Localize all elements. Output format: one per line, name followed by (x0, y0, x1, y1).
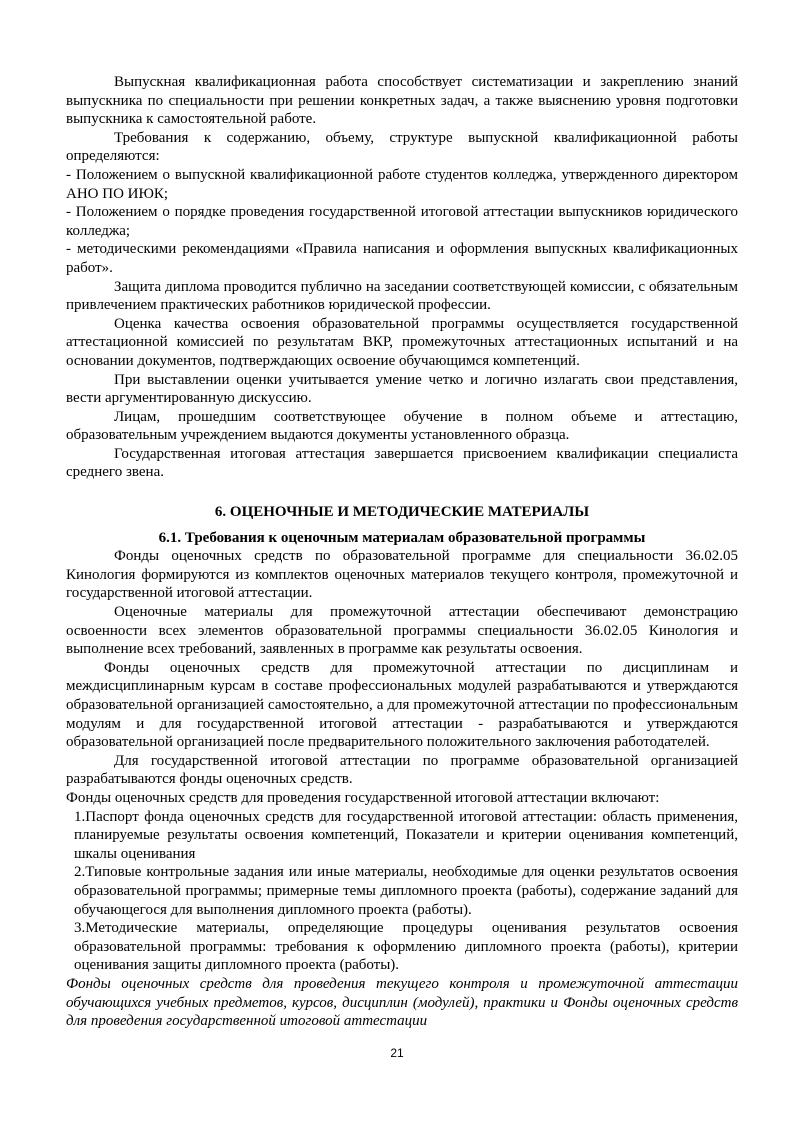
italic-paragraph: Фонды оценочных средств для проведения текущего контроля и промежуточной аттестации обучающихся учебных предметов, курсов, дисциплин (модулей), практики и Фонды оценочных средств для проведения государственной итоговой аттестации (66, 975, 738, 1030)
paragraph: Государственная итоговая аттестация завершается присвоением квалификации специалиста среднего звена. (66, 445, 738, 481)
list-item: 1.Паспорт фонда оценочных средств для государственной итоговой аттестации: область применения, планируемые результаты освоения компетенций, Показатели и критерии оценивания компетенций, шкалы оценивания (74, 808, 738, 862)
paragraph: Лицам, прошедшим соответствующее обучение в полном объеме и аттестацию, образовательным учреждением выдаются документы установленного образца. (66, 408, 738, 444)
section-title: 6. ОЦЕНОЧНЫЕ И МЕТОДИЧЕСКИЕ МАТЕРИАЛЫ (214, 504, 590, 521)
paragraph: Для государственной итоговой аттестации по программе образовательной организацией разрабатываются фонды оценочных средств. (66, 752, 738, 788)
paragraph: Защита диплома проводится публично на заседании соответствующей комиссии, с обязательным привлечением практических работников юридической профессии. (66, 278, 738, 314)
subsection-title: 6.1. Требования к оценочным материалам образовательной программы (158, 529, 646, 546)
paragraph: Фонды оценочных средств для промежуточной аттестации по дисциплинам и междисциплинарным курсам в составе профессиональных модулей разрабатываются и утверждаются образовательной организацией самостоятельно, а для промежуточной аттестации по профессиональным модулям и для государственной итоговой аттестации - разрабатываются и утверждаются образовательной организацией после предварительного положительного заключения работодателей. (66, 659, 738, 751)
paragraph: Фонды оценочных средств для проведения государственной итоговой аттестации включают: (66, 789, 660, 806)
list-item: - Положением о выпускной квалификационной работе студентов колледжа, утвержденного директором АНО ПО ИЮК; (66, 166, 738, 202)
paragraph: Оценка качества освоения образовательной программы осуществляется государственной аттестационной комиссией по результатам ВКР, промежуточных аттестационных испытаний и на основании документов, подтверждающих освоение обучающимся компетенций. (66, 315, 738, 369)
list-item: 3.Методические материалы, определяющие процедуры оценивания результатов освоения образовательной программы: требования к оформлению дипломного проекта (работы), критерии оценивания защиты дипломного проекта (работы). (74, 920, 738, 974)
paragraph: Требования к содержанию, объему, структуре выпускной квалификационной работы определяются: (66, 129, 738, 165)
list-item: - методическими рекомендациями «Правила написания и оформления выпускных квалификационных работ». (66, 241, 738, 276)
paragraph: Фонды оценочных средств по образовательной программе для специальности 36.02.05 Кинология формируются из комплектов оценочных материалов текущего контроля, промежуточной и государственной итоговой аттестации. (66, 548, 738, 602)
paragraph: Оценочные материалы для промежуточной аттестации обеспечивают демонстрацию освоенности всех элементов образовательной программы специальности 36.02.05 Кинология и выполнение всех требований, заявленных в программе как результаты освоения. (66, 604, 738, 658)
paragraph: При выставлении оценки учитывается умение четко и логично излагать свои представления, вести аргументированную дискуссию. (66, 371, 738, 407)
list-item: - Положением о порядке проведения государственной итоговой аттестации выпускников юридического колледжа; (66, 204, 738, 239)
list-item: 2.Типовые контрольные задания или иные материалы, необходимые для оценки результатов освоения образовательной программы; примерные темы дипломного проекта (работы), содержание заданий для обучающегося для выполнения дипломного проекта (работы). (74, 864, 738, 918)
page-content (66, 73, 738, 1031)
paragraph: Выпускная квалификационная работа способствует систематизации и закреплению знаний выпускника по специальности при решении конкретных задач, а также выяснению уровня подготовки выпускника к самостоятельной работе. (66, 74, 738, 128)
page-number: 21 (390, 1046, 404, 1060)
